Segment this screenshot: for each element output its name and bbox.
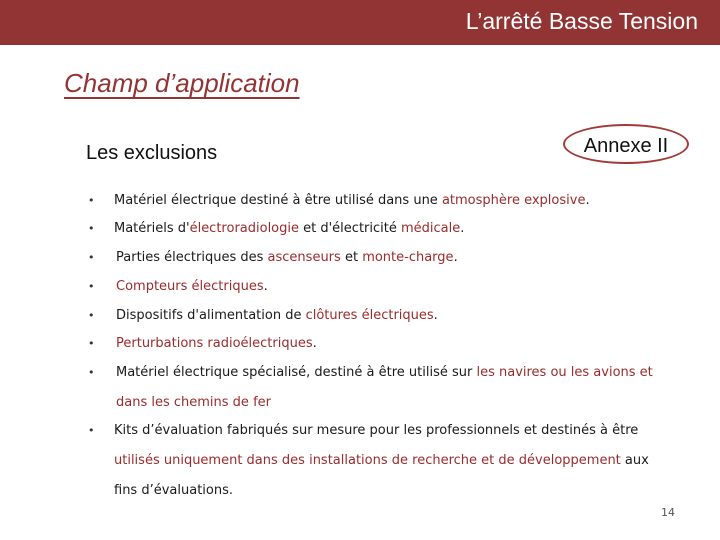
bullet-text-segment: aux fins d’évaluations. bbox=[114, 453, 649, 498]
bullet-text bbox=[114, 416, 669, 506]
subtitle: Les exclusions bbox=[86, 142, 218, 164]
bullet-dot-icon: • bbox=[88, 337, 95, 350]
highlighted-text: atmosphère explosive bbox=[441, 193, 586, 208]
highlighted-text: les navires ou les avions et dans les chemins de fer bbox=[116, 365, 653, 410]
bullet-text-segment: Matériel électrique spécialisé, destiné à être utilisé sur bbox=[116, 365, 477, 380]
bullet-text-segment: . bbox=[312, 336, 317, 351]
bullet-dot-icon: • bbox=[88, 280, 95, 293]
slide-header-title: L’arrêté Basse Tension bbox=[465, 8, 698, 34]
bullet-text-segment: Matériel électrique destiné à être utilisé dans une bbox=[114, 193, 442, 208]
bullet-text-segment: . bbox=[263, 279, 268, 294]
annex-label: Annexe II bbox=[583, 135, 669, 157]
highlighted-text: utilisés uniquement dans des installations de recherche et de développement bbox=[114, 453, 621, 468]
page-number: 14 bbox=[661, 506, 675, 519]
bullet-text bbox=[114, 214, 674, 244]
bullet-text-segment: . bbox=[433, 308, 438, 323]
bullet-text bbox=[116, 243, 676, 273]
bullet-dot-icon: • bbox=[88, 309, 95, 322]
bullet-text bbox=[116, 329, 676, 359]
highlighted-text: monte-charge bbox=[362, 250, 454, 265]
highlighted-text: médicale bbox=[400, 221, 461, 236]
bullet-text-segment: . bbox=[460, 221, 465, 236]
bullet-text bbox=[116, 272, 676, 302]
highlighted-text: ascenseurs bbox=[267, 250, 341, 265]
highlighted-text: clôtures électriques bbox=[305, 308, 434, 323]
highlighted-text: Perturbations radioélectriques bbox=[116, 336, 313, 351]
bullet-text-segment: Kits d’évaluation fabriqués sur mesure pour les professionnels et destinés à être bbox=[114, 423, 639, 438]
bullet-dot-icon: • bbox=[88, 222, 95, 235]
section-title: Champ d’application bbox=[64, 68, 300, 98]
bullet-text-segment: . bbox=[585, 193, 590, 208]
bullet-dot-icon: • bbox=[88, 251, 95, 264]
highlighted-text: électroradiologie bbox=[189, 221, 299, 236]
bullet-dot-icon: • bbox=[88, 366, 95, 379]
bullet-text-segment: Parties électriques des bbox=[116, 250, 268, 265]
bullet-text bbox=[116, 301, 676, 331]
bullet-text-segment: . bbox=[453, 250, 458, 265]
bullet-text-segment: Matériels d' bbox=[114, 221, 190, 236]
bullet-dot-icon: • bbox=[88, 424, 95, 437]
bullet-text-segment: et d'électricité bbox=[299, 221, 401, 236]
bullet-text-segment: Dispositifs d'alimentation de bbox=[116, 308, 306, 323]
bullet-text bbox=[116, 358, 661, 418]
highlighted-text: Compteurs électriques bbox=[116, 279, 264, 294]
bullet-dot-icon: • bbox=[88, 194, 95, 207]
bullet-text bbox=[114, 186, 674, 216]
bullet-text-segment: et bbox=[340, 250, 363, 265]
